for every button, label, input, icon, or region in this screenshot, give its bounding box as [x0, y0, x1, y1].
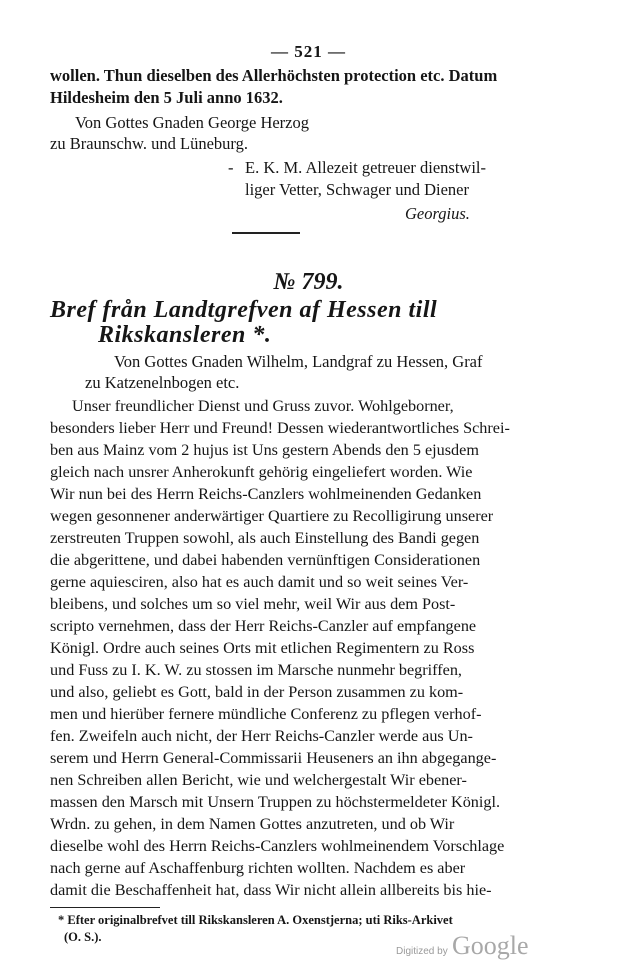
footnote-line: * Efter originalbrefvet till Rikskansleren A. Oxenstjerna; uti Riks-Arkivet	[58, 913, 453, 927]
section-divider	[232, 232, 300, 234]
body-line: dieselbe wohl des Herrn Reichs-Canzlers wohlmeinendem Vorschlage	[50, 837, 505, 855]
body-line: bleibens, und solches um so viel mehr, weil Wir aus dem Post-	[50, 595, 456, 613]
body-line: scripto vernehmen, dass der Herr Reichs-Canzler auf empfangene	[50, 617, 477, 635]
prev-letter-line: wollen. Thun dieselben des Allerhöchsten protection etc. Datum	[50, 66, 498, 85]
body-line: gleich nach unsrer Anherokunft gehörig eingeliefert worden. Wie	[50, 463, 473, 481]
body-line: und Fuss zu I. K. W. zu stossen im Marsche nunmehr begriffen,	[50, 661, 462, 679]
body-line: Wir nun bei des Herrn Reichs-Canzlers wohlmeinenden Gedanken	[50, 485, 482, 503]
prev-letter-line: Hildesheim den 5 Juli anno 1632.	[50, 88, 283, 107]
letter-title: Rikskansleren *.	[98, 322, 272, 348]
closing-line: zu Braunschw. und Lüneburg.	[50, 134, 248, 153]
dash-mark: -	[228, 158, 234, 177]
body-line: zerstreuten Truppen sowohl, als auch Einstellung des Bandi gegen	[50, 529, 480, 547]
body-line: men und hierüber fernere mündliche Conferenz zu pflegen verhof-	[50, 705, 482, 723]
salutation-line: zu Katzenelnbogen etc.	[85, 373, 240, 392]
body-line: die abgerittene, und dabei habenden vernünftigen Considerationen	[50, 551, 481, 569]
salutation-line: Von Gottes Gnaden Wilhelm, Landgraf zu Hessen, Graf	[114, 352, 483, 371]
footnote-divider	[50, 907, 160, 908]
google-logo: Google	[452, 931, 529, 960]
closing-line: Von Gottes Gnaden George Herzog	[75, 113, 309, 132]
body-line: fen. Zweifeln auch nicht, der Herr Reichs-Canzler werde aus Un-	[50, 727, 473, 745]
page-number: — 521 —	[271, 42, 346, 61]
signature-name: Georgius.	[405, 204, 470, 223]
watermark-prefix: Digitized by	[396, 946, 448, 957]
body-line: und also, geliebt es Gott, bald in der Person zusammen zu kom-	[50, 683, 464, 701]
body-line: Königl. Ordre auch seines Orts mit etlichen Regimentern zu Ross	[50, 639, 475, 657]
footnote-line: (O. S.).	[64, 930, 102, 944]
letter-number: № 799.	[273, 269, 344, 295]
body-line: Unser freundlicher Dienst und Gruss zuvor. Wohlgeborner,	[72, 397, 454, 415]
body-line: nach gerne auf Aschaffenburg richten wollten. Nachdem es aber	[50, 859, 466, 877]
body-line: damit die Beschaffenheit hat, dass Wir nicht allein allbereits bis hie-	[50, 881, 492, 899]
body-line: besonders lieber Herr und Freund! Dessen wiederantwortliches Schrei-	[50, 419, 510, 437]
body-line: massen den Marsch mit Unsern Truppen zu höchstermeldeter Königl.	[50, 793, 501, 811]
body-line: serem und Herrn General-Commissarii Heuseners an ihn abgegange-	[50, 749, 497, 767]
body-line: nen Schreiben allen Bericht, wie und welchergestalt Wir ebener-	[50, 771, 467, 789]
body-line: wegen gesonnener anderwärtiger Quartiere zu Recolligirung unserer	[50, 507, 494, 525]
body-line: gerne aquiesciren, also hat es auch damit und so weit seines Ver-	[50, 573, 469, 591]
body-line: ben aus Mainz vom 2 hujus ist Uns gestern Abends den 5 ejusdem	[50, 441, 479, 459]
letter-title: Bref från Landtgrefven af Hessen till	[50, 297, 438, 323]
signature-line: E. K. M. Allezeit getreuer dienstwil-	[245, 158, 487, 177]
signature-line: liger Vetter, Schwager und Diener	[245, 180, 469, 199]
body-line: Wrdn. zu gehen, in dem Namen Gottes anzutreten, und ob Wir	[50, 815, 455, 833]
